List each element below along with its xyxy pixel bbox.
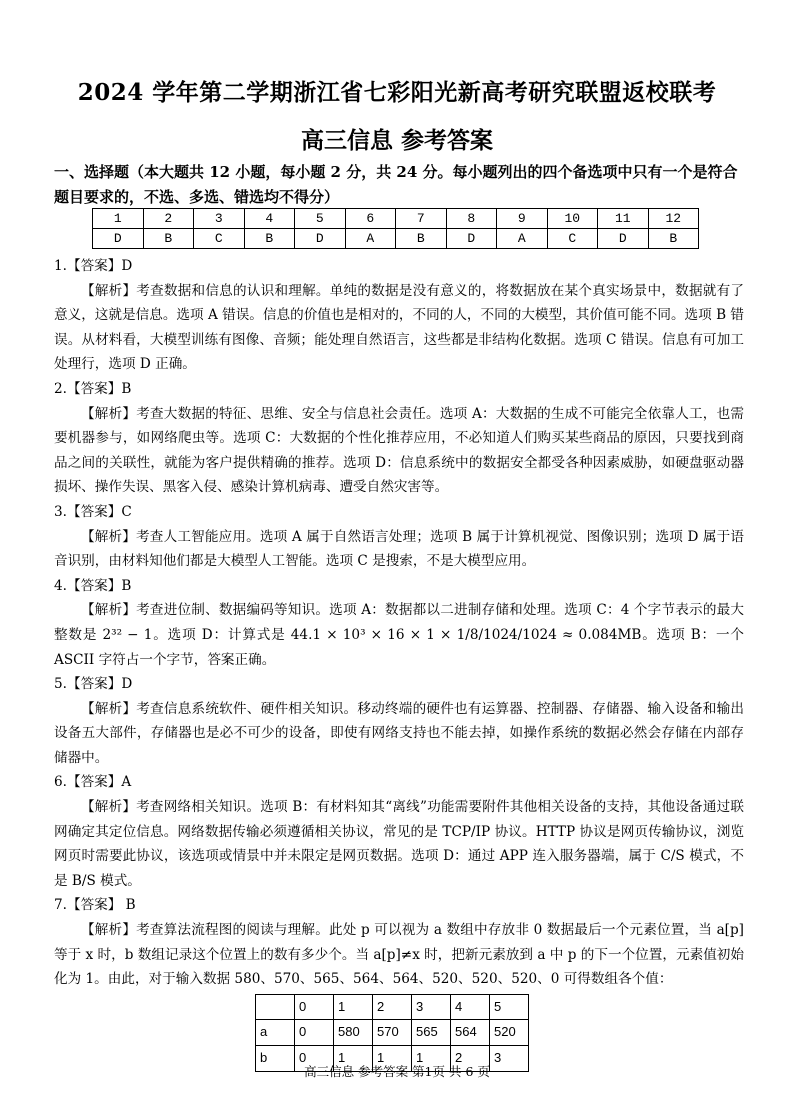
question-number-cell: 11 [598, 209, 649, 229]
table-cell: a [256, 1020, 295, 1046]
table-cell: 2 [451, 1046, 490, 1072]
answer-heading: 7.【答案】 B [54, 897, 136, 914]
question-number-cell: 1 [93, 209, 144, 229]
answer-table-answers-row [93, 229, 699, 249]
table-cell: 1 [334, 1046, 373, 1072]
table-cell: 565 [412, 1020, 451, 1046]
table-cell: 4 [451, 994, 490, 1020]
answer-heading: 5.【答案】D [54, 676, 133, 693]
question-number-cell: 3 [194, 209, 245, 229]
question-number-cell: 2 [143, 209, 194, 229]
answer-cell: A [497, 229, 548, 249]
table-cell: 520 [490, 1020, 529, 1046]
explanation-text: 【解析】考查人工智能应用。选项 A 属于自然语言处理；选项 B 属于计算机视觉、图像识别；选项 D 属于语音识别，由材料知他们都是大模型人工智能。选项 C 是搜索，不是大模型应用。 [54, 528, 744, 570]
answer-heading: 2.【答案】B [54, 380, 132, 397]
array-index-row [256, 994, 529, 1020]
question-number-cell: 12 [648, 209, 699, 229]
table-cell: 580 [334, 1020, 373, 1046]
question-number-cell: 5 [295, 209, 346, 229]
answer-cell: D [598, 229, 649, 249]
question-number-cell: 8 [446, 209, 497, 229]
question-number-cell: 10 [547, 209, 598, 229]
answer-cell: D [295, 229, 346, 249]
page-subtitle: 高三信息 参考答案 [300, 127, 493, 154]
array-a-row [256, 1020, 529, 1046]
answer-heading: 1.【答案】D [54, 258, 133, 274]
answer-heading: 6.【答案】A [54, 774, 132, 791]
section-heading: 一、选择题（本大题共 12 小题，每小题 2 分，共 24 分。每小题列出的四个备选项中只有一个是符合题目要求的，不选、多选、错选均不得分） [54, 163, 738, 206]
answer-cell: C [547, 229, 598, 249]
answer-cell: B [244, 229, 295, 249]
question-number-cell: 7 [396, 209, 447, 229]
answer-cell: B [143, 229, 194, 249]
answer-cell: C [194, 229, 245, 249]
answer-cell: D [446, 229, 497, 249]
table-cell: 2 [373, 994, 412, 1020]
table-cell: 564 [451, 1020, 490, 1046]
table-cell: 0 [295, 1020, 334, 1046]
question-number-cell: 4 [244, 209, 295, 229]
question-number-cell: 6 [345, 209, 396, 229]
answer-cell: A [345, 229, 396, 249]
answer-cell: B [648, 229, 699, 249]
answer-table-numbers-row [93, 209, 699, 229]
table-cell: 570 [373, 1020, 412, 1046]
question-number-cell: 9 [497, 209, 548, 229]
table-cell: 1 [334, 994, 373, 1020]
page-footer: 高三信息 参考答案 第1页 共 6 页 [304, 1064, 490, 1079]
answer-cell: B [396, 229, 447, 249]
answer-heading: 3.【答案】C [54, 503, 132, 520]
table-cell: 1 [412, 1046, 451, 1072]
explanation-text: 【解析】考查大数据的特征、思维、安全与信息社会责任。选项 A：大数据的生成不可能完全依靠人工，也需要机器参与，如网络爬虫等。选项 C：大数据的个性化推荐应用，不必知道人们购买某些商品的原因，只要找到商品之间的关联性，就能为客户提供精确的推荐。选项 D：信息系统中的数据安全都受各种因素威胁，如硬盘驱动器损坏、操作失误、黑客入侵、感染计算机病毒、遭受自然灾害等。 [54, 405, 744, 496]
explanation-text: 【解析】考查进位制、数据编码等知识。选项 A：数据都以二进制存储和处理。选项 C：4 个字节表示的最大整数是 2³² − 1。选项 D：计算式是 44.1 × 10³ × 16 × 1 × 1/8/1024/1024 ≈ 0.084MB。选项 B：一个 ASCII 字符占一个字节，答案正确。 [54, 602, 744, 668]
answer-cell: D [93, 229, 144, 249]
array-values-table [255, 994, 529, 1072]
table-cell [256, 994, 295, 1020]
explanation-text: 【解析】考查网络相关知识。选项 B：有材料知其“离线”功能需要附件其他相关设备的支持，其他设备通过联网确定其定位信息。网络数据传输必须遵循相关协议，常见的是 TCP/IP 协议。HTTP 协议是网页传输协议，浏览网页时需要此协议，该选项或情景中并未限定是网页数据。选项 D：通过 APP 连入服务器端，属于 C/S 模式，不是 B/S 模式。 [54, 799, 744, 889]
table-cell: b [256, 1046, 295, 1072]
answer-table [92, 208, 699, 249]
table-cell: 1 [373, 1046, 412, 1072]
page-title: 2024 学年第二学期浙江省七彩阳光新高考研究联盟返校联考 [77, 79, 717, 106]
table-cell: 0 [295, 1046, 334, 1072]
explanations [54, 254, 744, 1072]
explanation-text: 【解析】考查数据和信息的认识和理解。单纯的数据是没有意义的，将数据放在某个真实场景中，数据就有了意义，这就是信息。选项 A 错误。信息的价值也是相对的，不同的人，不同的大模型，其价值可能不同。选项 B 错误。从材料看，大模型训练有图像、音频；能处理自然语言，这些都是非结构化数据。选项 C 错误。信息有可加工处理行，选项 D 正确。 [54, 282, 744, 373]
explanation-text: 【解析】考查算法流程图的阅读与理解。此处 p 可以视为 a 数组中存放非 0 数据最后一个元素位置，当 a[p]等于 x 时，b 数组记录这个位置上的数有多少个。当 a[p]≠x 时，把新元素放到 a 中 p 的下一个位置，元素值初始化为 1。由此，对于输入数据 580、570、565、564、564、520、520、520、0 可得数组各个值： [54, 922, 744, 988]
explanation-text: 【解析】考查信息系统软件、硬件相关知识。移动终端的硬件也有运算器、控制器、存储器、输入设备和输出设备五大部件，存储器也是必不可少的设备，即使有网络支持也不能去掉，如操作系统的数据必然会存储在内部存储器中。 [54, 700, 744, 766]
answer-heading: 4.【答案】B [54, 577, 132, 594]
table-cell: 3 [490, 1046, 529, 1072]
table-cell: 3 [412, 994, 451, 1020]
table-cell: 0 [295, 994, 334, 1020]
table-cell: 5 [490, 994, 529, 1020]
